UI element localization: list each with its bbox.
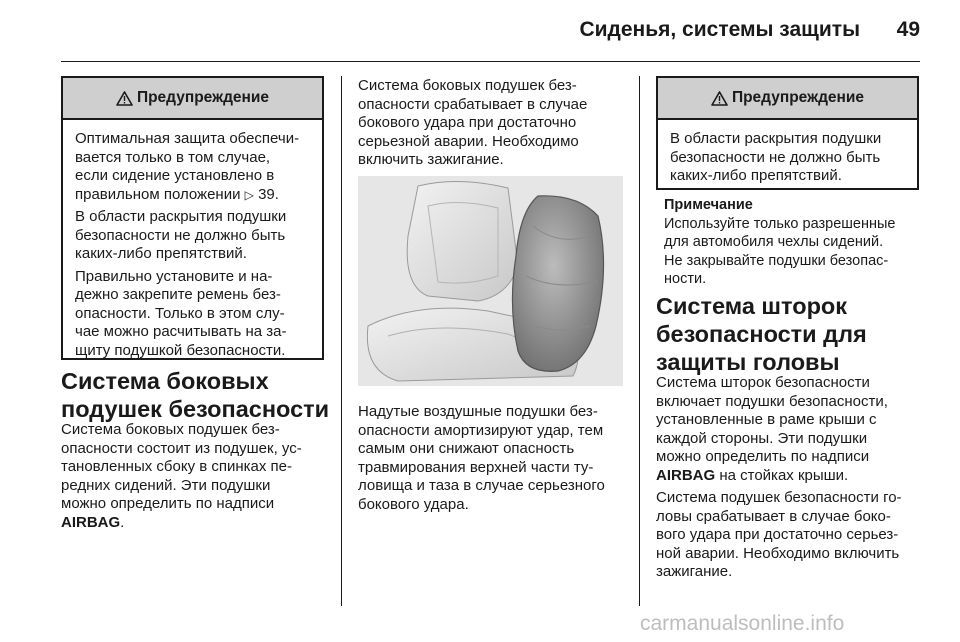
right-warning-title: Предупреждение [731,89,865,106]
page-reference-arrow-icon: ▷ [244,187,254,202]
page-number: 49 [896,18,920,41]
seat-airbag-illustration [358,176,623,386]
paragraph: Система шторок безопасности включает подушки безопасности, установленные в раме крыши с каждой стороны. Эти подушки можно определить по надписи AIRBAG на стойках крыши. [656,374,888,484]
figure-caption: Надутые воздушные подушки без- опасности амортизируют удар, тем самым они снижают опасность травмирования верхней части ту- ловища и таза в случае серьезного бокового удара. [358,403,605,513]
left-warning-body [63,120,322,370]
column-divider-right [639,76,640,606]
right-warning-box [656,76,919,190]
side-airbag-intro-text: Система боковых подушек без- опасности срабатывает в случае бокового удара при достаточно серьезной аварии. Необходимо включить зажигание. [358,77,588,168]
left-warning-title: Предупреждение [136,89,270,106]
warning-paragraph: Оптимальная защита обеспечи- вается только в том случае, если сидение установлено в правильном положении ▷ 39. [75,130,300,203]
side-airbag-section-title: Система боковых подушек безопасности [61,368,330,422]
page-reference-link[interactable]: 39. [258,185,279,203]
watermark: carmanualsonline.info [640,612,845,635]
left-warning-header [63,78,322,120]
note-block: Примечание Используйте только разрешенные для автомобиля чехлы сидений. Не закрывайте подушки безопас- ности. [664,197,896,287]
warning-paragraph: Правильно установите и на- дежно закрепите ремень без- опасности. Только в этом слу- чае можно расчитывать на за- щиту подушкой безопасности. [75,267,287,359]
airbag-label: AIRBAG [656,466,716,484]
head-curtain-section-text [656,374,936,586]
paragraph: Система подушек безопасности го- ловы срабатывает в случае боко- вого удара при достаточно серьез- ной аварии. Необходимо включить зажигание. [656,489,902,580]
airbag-label: AIRBAG [61,513,121,531]
head-curtain-section-title: Система шторок безопасности для защиты головы [656,293,867,375]
side-airbag-section-text: Система боковых подушек без- опасности состоит из подушек, ус- тановленных сбоку в спинках пе- редних сидений. Эти подушки можно определить по надписи AIRBAG. [61,421,302,531]
warning-triangle-icon [116,91,133,106]
column-divider-left [341,76,342,606]
header-divider [61,61,920,62]
left-warning-box [61,76,324,360]
right-warning-header [658,78,917,120]
warning-paragraph: В области раскрытия подушки безопасности не должно быть каких-либо препятствий. [75,208,287,262]
right-warning-body: В области раскрытия подушки безопасности не должно быть каких-либо препятствий. [670,130,882,184]
page-header-title: Сиденья, системы защиты [579,18,860,41]
note-title: Примечание [664,197,753,213]
warning-triangle-icon [711,91,728,106]
